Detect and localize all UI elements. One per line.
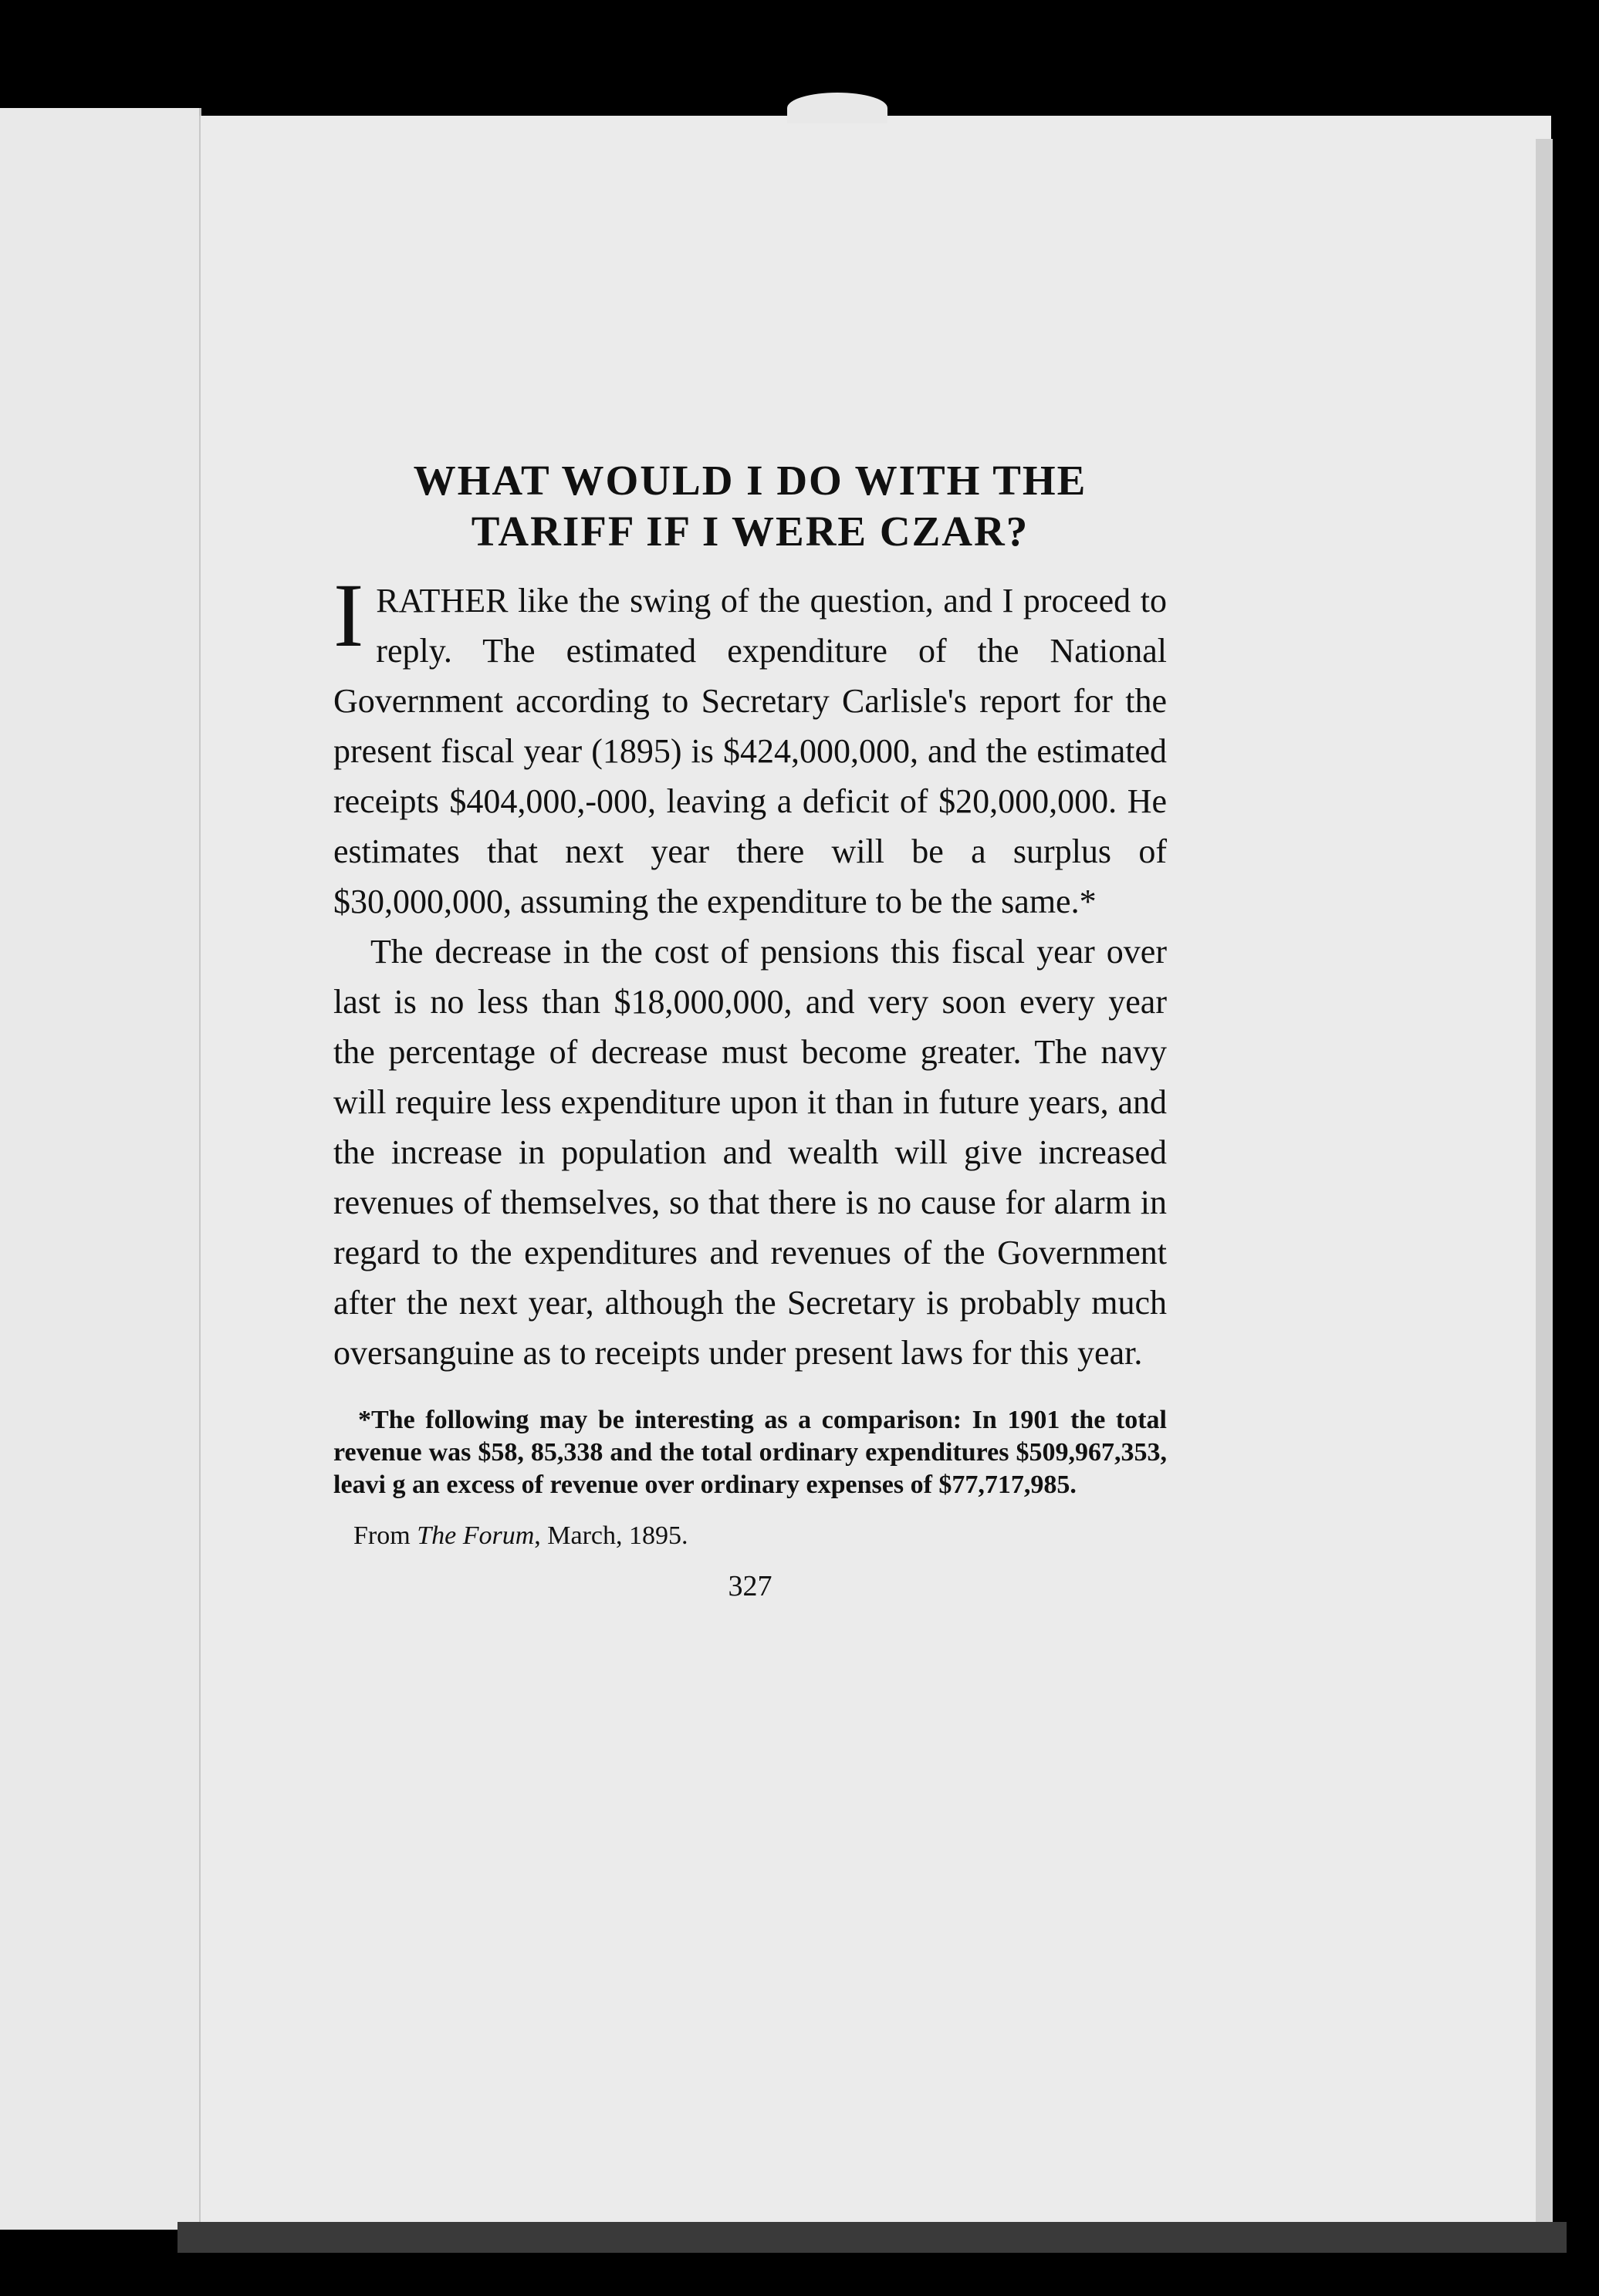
paragraph-1 xyxy=(333,565,1167,927)
page-edge xyxy=(1536,139,1553,2237)
page-shadow xyxy=(177,2222,1567,2253)
title-line-1: WHAT WOULD I DO WITH THE xyxy=(413,457,1087,504)
page-number: 327 xyxy=(728,1570,772,1602)
page-content xyxy=(333,455,1167,1603)
title-line-2: TARIFF IF I WERE CZAR? xyxy=(471,508,1029,555)
paragraph-1-text: RATHER like the swing of the question, and I proceed to reply. The estimated expenditure of the National Government according to Secretary Carlisle's report for the present fiscal year (1895) is $424,000,000, and the estimated receipts $404,000,-000, leaving a deficit of $20,000,000. He estimates that next year there will be a surplus of $30,000,000, assuming the expenditure to be the same.* xyxy=(333,582,1167,920)
paragraph-2: The decrease in the cost of pensions this fiscal year over last is no less than $18,000,000, and very soon every year the percentage of decrease must become greater. The navy will require less expenditure upon it than in future years, and the increase in population and wealth will give increased revenues of themselves, so that there is no cause for alarm in regard to the expenditures and revenues of the Government after the next year, although the Secretary is probably much oversanguine as to receipts under present laws for this year. xyxy=(333,933,1167,1372)
source-publication: The Forum xyxy=(417,1521,535,1550)
footnote: *The following may be interesting as a comparison: In 1901 the total revenue was $58, 85,338 and the total ordinary expenditures $509,967,353, leavi g an excess of revenue over ordinary expenses of $77,717,985. xyxy=(333,1406,1167,1499)
source-prefix: From xyxy=(353,1521,417,1550)
article-title xyxy=(333,455,1167,557)
source-suffix: , March, 1895. xyxy=(534,1521,688,1550)
left-page xyxy=(0,108,201,2230)
source-line xyxy=(353,1520,1167,1552)
drop-cap: I xyxy=(333,565,364,666)
page-tear xyxy=(787,93,887,123)
